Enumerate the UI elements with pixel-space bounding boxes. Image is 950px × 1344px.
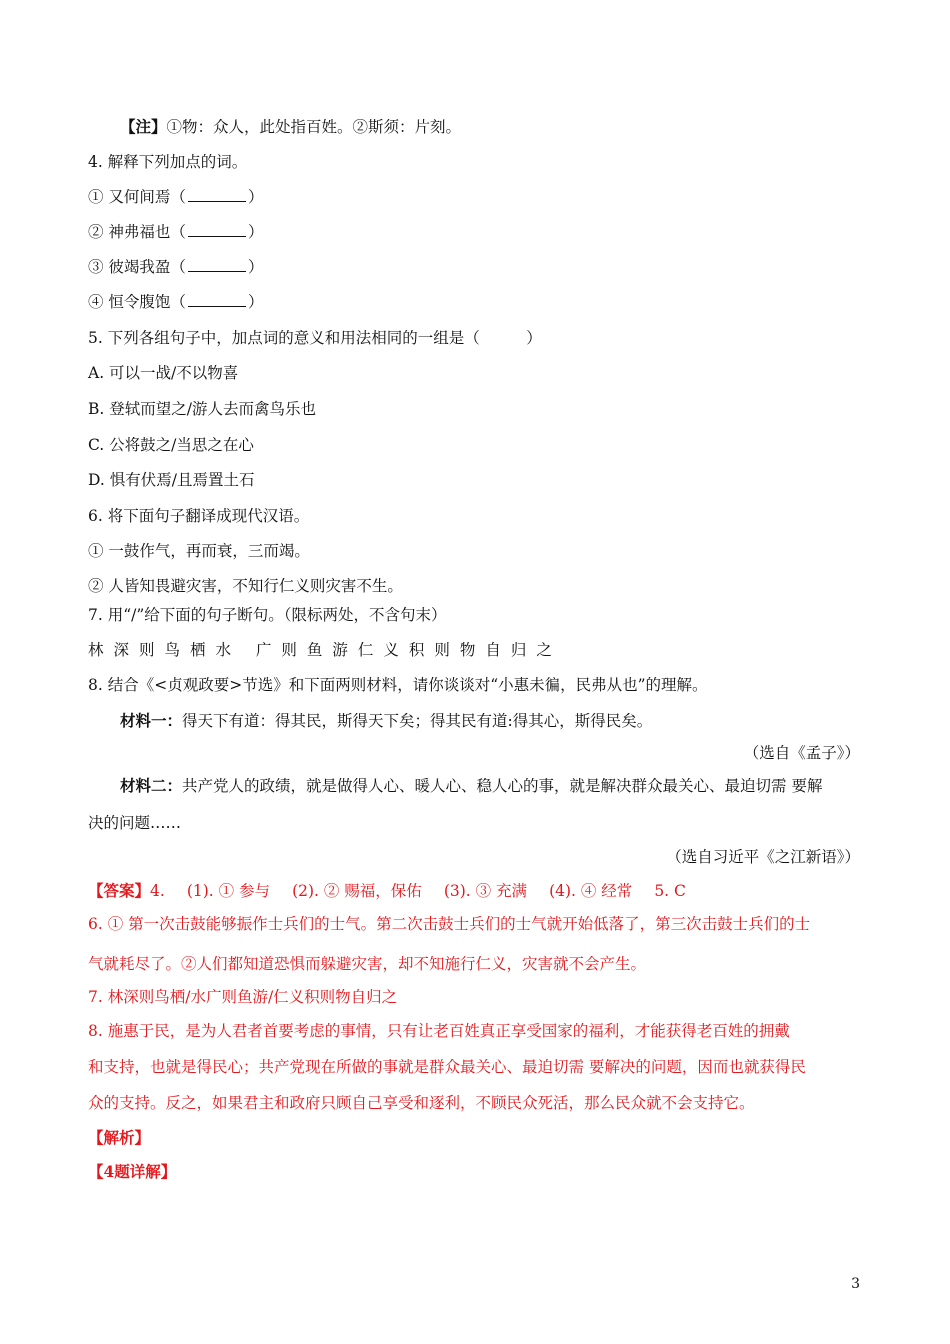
answer-blank bbox=[188, 257, 246, 272]
q5-option-a: A. 可以一战/不以物喜 bbox=[88, 364, 239, 382]
q4-item-2: ② 神弗福也（ ） bbox=[88, 223, 264, 241]
answer-q6-line-1: 6. ① 第一次击鼓能够振作士兵们的士气。第二次击鼓士兵们的士气就开始低落了，第三次击鼓士兵们的士 bbox=[88, 915, 811, 933]
analysis-label: 【解析】 bbox=[88, 1128, 151, 1147]
answer-row-1: 【答案】4. (1). ① 参与 (2). ② 赐福，保佑 (3). ③ 充满 (4). ④ 经常 5. C bbox=[88, 881, 686, 900]
q5-option-c: C. 公将鼓之/当思之在心 bbox=[88, 436, 254, 454]
q8-material-2-cont: 决的问题…… bbox=[88, 814, 182, 832]
material-1-text: 得天下有道：得其民，斯得天下矣；得其民有道:得其心，斯得民矣。 bbox=[182, 712, 653, 730]
answer-q8-line-3: 众的支持。反之，如果君主和政府只顾自己享受和逐利，不顾民众死活，那么民众就不会支持它。 bbox=[88, 1094, 755, 1112]
answer-blank bbox=[188, 292, 246, 307]
note-text: ①物：众人，此处指百姓。②斯须：片刻。 bbox=[166, 118, 462, 136]
q8-material-2-source: （选自习近平《之江新语》） bbox=[666, 848, 860, 866]
page-number: 3 bbox=[851, 1276, 860, 1292]
answer-q8-line-1: 8. 施惠于民，是为人君者首要考虑的事情，只有让老百姓真正享受国家的福利，才能获得老百姓的拥戴 bbox=[88, 1022, 790, 1040]
answer-q7: 7. 林深则鸟栖/水广则鱼游/仁义积则物自归之 bbox=[88, 988, 398, 1006]
q4-item-4: ④ 恒令腹饱（ ） bbox=[88, 293, 264, 311]
q4-item-1: ① 又何间焉（ ） bbox=[88, 188, 264, 206]
q4-title: 4. 解释下列加点的词。 bbox=[88, 153, 248, 171]
material-1-label: 材料一： bbox=[120, 711, 183, 730]
note-prefix: 【注】 bbox=[120, 117, 167, 136]
material-2-label: 材料二： bbox=[120, 776, 183, 795]
answer-blank bbox=[188, 187, 246, 202]
q8-material-1 bbox=[120, 710, 900, 732]
analysis-sub-label: 【4题详解】 bbox=[88, 1162, 177, 1181]
q8-material-2 bbox=[120, 775, 900, 797]
q6-item-2: ② 人皆知畏避灾害，不知行仁义则灾害不生。 bbox=[88, 577, 403, 595]
answer-q8-line-2: 和支持，也就是得民心；共产党现在所做的事就是群众最关心、最迫切需 要解决的问题，因而也就获得民 bbox=[88, 1058, 806, 1076]
material-2-text: 共产党人的政绩，就是做得人心、暖人心、稳人心的事，就是解决群众最关心、最迫切需 要解 bbox=[182, 777, 823, 795]
q7-title: 7. 用“/”给下面的句子断句。（限标两处，不含句末） bbox=[88, 606, 447, 624]
q8-material-1-source: （选自《孟子》） bbox=[743, 744, 860, 762]
answer-q6-line-2: 气就耗尽了。②人们都知道恐惧而躲避灾害，却不知施行仁义，灾害就不会产生。 bbox=[88, 955, 647, 973]
q8-title: 8. 结合《<贞观政要>节选》和下面两则材料，请你谈谈对“小惠未徧，民弗从也”的理解。 bbox=[88, 676, 708, 694]
note bbox=[120, 116, 900, 138]
q5-option-b: B. 登轼而望之/游人去而禽鸟乐也 bbox=[88, 400, 316, 418]
answer-blank bbox=[188, 222, 246, 237]
q6-item-1: ① 一鼓作气，再而衰，三而竭。 bbox=[88, 542, 310, 560]
q6-title: 6. 将下面句子翻译成现代汉语。 bbox=[88, 507, 310, 525]
q5-title: 5. 下列各组句子中，加点词的意义和用法相同的一组是（ ） bbox=[88, 329, 542, 347]
q5-option-d: D. 惧有伏焉/且焉置土石 bbox=[88, 471, 255, 489]
q4-item-3: ③ 彼竭我盈（ ） bbox=[88, 258, 264, 276]
answer-label: 【答案】 bbox=[88, 881, 151, 900]
q7-sentence: 林深则鸟栖水 广则鱼游仁义积则物自归之 bbox=[88, 641, 562, 659]
